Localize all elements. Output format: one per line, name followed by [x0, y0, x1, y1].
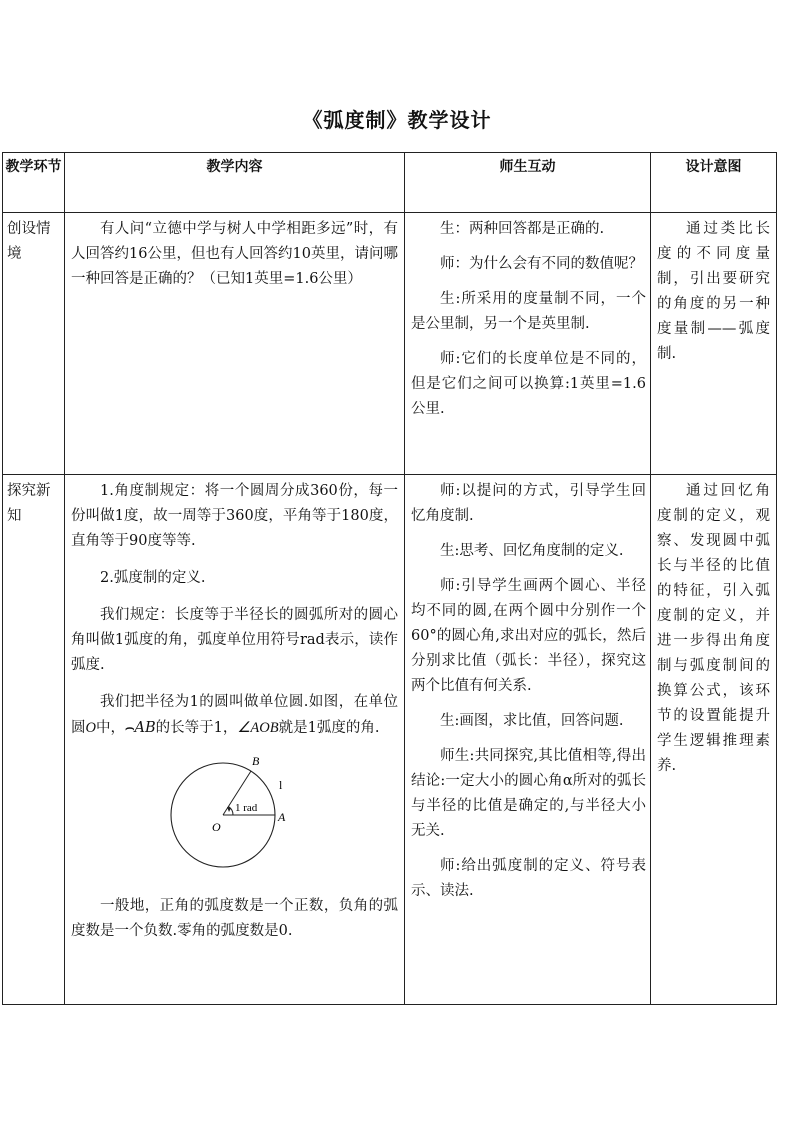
label-A: A	[277, 810, 285, 824]
label-rad: 1 rad	[234, 802, 257, 814]
interaction-cell	[405, 475, 651, 1005]
content-paragraph: 1.角度制规定：将一个圆周分成360份，每一份叫做1度，故一周等于360度，平角等于180度，直角等于90度等等.	[71, 483, 398, 549]
interaction-line: 师生:共同探究,其比值相等,得出结论:一定大小的圆心角α所对的弧长与半径的比值是确定的,与半径大小无关.	[411, 748, 646, 839]
label-O: O	[211, 820, 221, 834]
text-run: 就是1弧度的角.	[278, 720, 380, 736]
math-symbol: ∠AOB	[237, 720, 279, 736]
table-header-row	[3, 153, 777, 213]
math-symbol: O	[85, 720, 96, 736]
content-paragraph: 一般地，正角的弧度数是一个正数，负角的弧度数是一个负数.零角的弧度数是0.	[71, 898, 398, 939]
text-run: 我们把半径为1的圆叫做单位圆.如图，在单位圆	[71, 694, 398, 736]
header-teaching-stage: 教学环节	[3, 153, 65, 213]
content-paragraph	[71, 690, 398, 741]
intent-paragraph: 通过类比长度的不同度量制，引出要研究的角度的另一种度量制——弧度制.	[657, 221, 770, 362]
label-l: l	[278, 778, 282, 792]
content-paragraph: 2.弧度制的定义.	[100, 570, 206, 586]
intent-paragraph: 通过回忆角度制的定义，观察、发现圆中弧长与半径的比值的特征，引入弧度制的定义，并进一步得出角度制与弧度制间的换算公式，该环节的设置能提升学生逻辑推理素养.	[657, 483, 770, 774]
intent-cell	[651, 475, 777, 1005]
interaction-line: 师:给出弧度制的定义、符号表示、读法.	[411, 858, 646, 899]
lesson-plan-table	[2, 152, 777, 1005]
content-cell	[65, 475, 405, 1005]
table-row	[3, 475, 777, 1005]
header-interaction: 师生互动	[405, 153, 651, 213]
header-teaching-content: 教学内容	[65, 153, 405, 213]
table-row	[3, 213, 777, 475]
section-label: 创设情境	[3, 213, 65, 475]
interaction-line: 生:画图，求比值，回答问题.	[440, 713, 624, 729]
interaction-cell	[405, 213, 651, 475]
page-title: 《弧度制》教学设计	[302, 108, 492, 132]
unit-circle-figure	[71, 753, 398, 880]
interaction-line: 师:它们的长度单位是不同的，但是它们之间可以换算:1英里=1.6公里.	[411, 351, 646, 417]
interaction-line: 生：两种回答都是正确的.	[440, 221, 605, 237]
intent-cell	[651, 213, 777, 475]
interaction-line: 师：为什么会有不同的数值呢？	[440, 256, 643, 272]
text-run: 中，	[95, 720, 125, 736]
interaction-line: 师:以提问的方式，引导学生回忆角度制.	[411, 483, 646, 524]
interaction-line: 师:引导学生画两个圆心、半径均不同的圆,在两个圆中分别作一个60°的圆心角,求出对应的弧长，然后分别求比值（弧长：半径），探究这两个比值有何关系.	[411, 578, 646, 694]
unit-circle-svg	[155, 753, 315, 871]
interaction-line: 生:所采用的度量制不同，一个是公里制，另一个是英里制.	[411, 291, 646, 332]
interaction-line: 生:思考、回忆角度制的定义.	[440, 543, 624, 559]
section-label: 探究新知	[3, 475, 65, 1005]
content-cell	[65, 213, 405, 475]
arc-symbol: ⌢AB	[124, 719, 156, 736]
header-design-intent: 设计意图	[651, 153, 777, 213]
label-B: B	[251, 754, 259, 768]
content-paragraph: 我们规定：长度等于半径长的圆弧所对的圆心角叫做1弧度的角，弧度单位用符号rad表示，读作弧度.	[71, 607, 398, 673]
text-run: 的长等于1，	[155, 720, 238, 736]
content-paragraph: 有人问“立德中学与树人中学相距多远”时，有人回答约16公里，但也有人回答约10英里，请问哪一种回答是正确的？（已知1英里=1.6公里）	[71, 221, 398, 287]
